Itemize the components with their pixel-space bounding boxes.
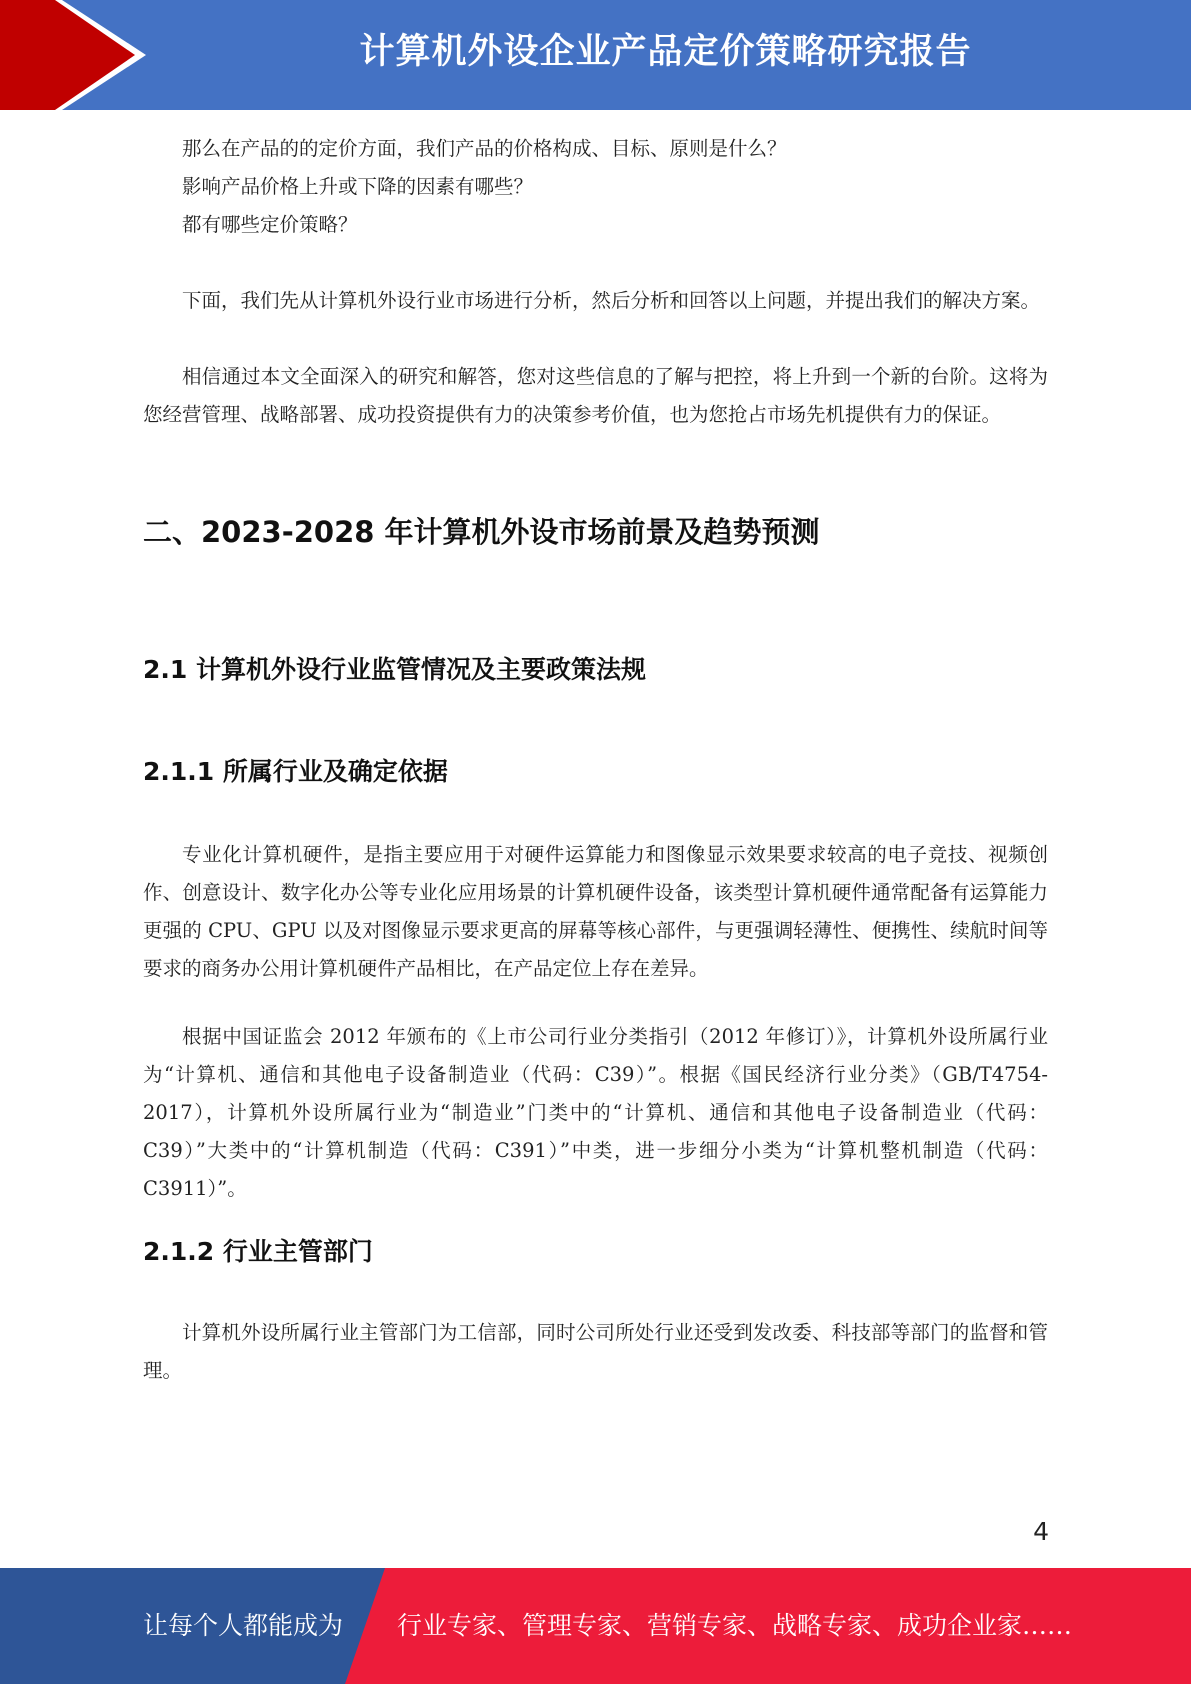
footer-slogan-right: 行业专家、管理专家、营销专家、战略专家、成功企业家…… <box>397 1611 1073 1640</box>
section-2-1-1-paragraph-1: 专业化计算机硬件，是指主要应用于对硬件运算能力和图像显示效果要求较高的电子竞技、视频创作、创意设计、数字化办公等专业化应用场景的计算机硬件设备，该类型计算机硬件通常配备有运算能力更强的 CPU、GPU 以及对图像显示要求更高的屏幕等核心部件，与更强调轻薄性、便携性、续航时间等要求的商务办公用计算机硬件产品相比，在产品定位上存在差异。 <box>143 843 1048 980</box>
section-2-1-heading: 2.1 计算机外设行业监管情况及主要政策法规 <box>143 655 646 684</box>
intro-paragraph-1: 下面，我们先从计算机外设行业市场进行分析，然后分析和回答以上问题，并提出我们的解决方案。 <box>182 289 1041 312</box>
page-content <box>143 130 1048 1390</box>
page-number: 4 <box>1033 1517 1049 1546</box>
intro-paragraph-2: 相信通过本文全面深入的研究和解答，您对这些信息的了解与把控，将上升到一个新的台阶。这将为您经营管理、战略部署、成功投资提供有力的决策参考价值，也为您抢占市场先机提供有力的保证。 <box>143 365 1048 426</box>
section-2-1-2-paragraph-1: 计算机外设所属行业主管部门为工信部，同时公司所处行业还受到发改委、科技部等部门的监督和管理。 <box>143 1321 1048 1382</box>
section-2-1-1-heading: 2.1.1 所属行业及确定依据 <box>143 757 448 786</box>
section-2-heading: 二、2023-2028 年计算机外设市场前景及趋势预测 <box>143 515 820 549</box>
section-2-1-1-paragraph-2: 根据中国证监会 2012 年颁布的《上市公司行业分类指引（2012 年修订）》，计算机外设所属行业为“计算机、通信和其他电子设备制造业（代码：C39）”。根据《国民经济行业分类》（GB/T4754-2017），计算机外设所属行业为“制造业”门类中的“计算机、通信和其他电子设备制造业（代码：C39）”大类中的“计算机制造（代码：C391）”中类，进一步细分小类为“计算机整机制造（代码：C3911）”。 <box>143 1025 1048 1200</box>
header-title: 计算机外设企业产品定价策略研究报告 <box>359 32 972 72</box>
section-2-1-2-heading: 2.1.2 行业主管部门 <box>143 1237 373 1266</box>
header-arrow-icon <box>0 0 160 110</box>
page-footer <box>0 1568 1191 1684</box>
footer-slogan-left: 让每个人都能成为 <box>143 1611 344 1640</box>
intro-line-2: 影响产品价格上升或下降的因素有哪些？ <box>182 175 534 198</box>
intro-line-3: 都有哪些定价策略？ <box>182 213 358 236</box>
page-header <box>0 0 1191 110</box>
intro-line-1: 那么在产品的的定价方面，我们产品的价格构成、目标、原则是什么？ <box>182 137 787 160</box>
